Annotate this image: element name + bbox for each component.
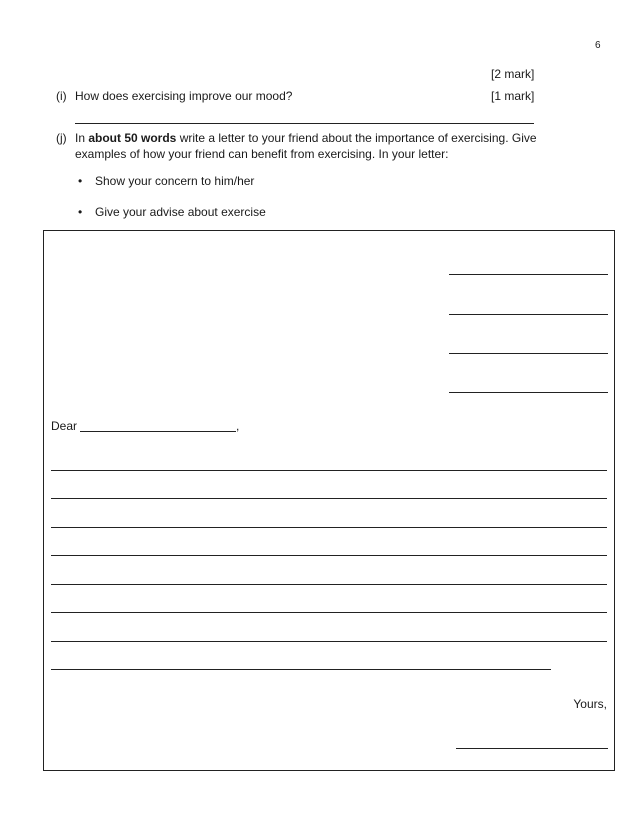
question-j-prefix: In [75,131,89,145]
letter-body-line[interactable] [51,669,551,670]
question-j-label: (j) [56,131,67,145]
bullet-icon: • [78,205,83,219]
page-number: 6 [595,40,601,51]
greeting-prefix: Dear [51,419,78,433]
mark-previous-question: [2 mark] [491,67,535,81]
letter-body-line[interactable] [51,498,607,499]
address-line[interactable] [449,314,608,315]
letter-body-line[interactable] [51,555,607,556]
letter-body-line[interactable] [51,641,607,642]
letter-closing: Yours, [573,697,607,711]
signature-line[interactable] [456,748,608,749]
bullet-item: Show your concern to him/her [95,174,255,188]
greeting-comma: , [236,419,240,433]
bullet-icon: • [78,174,83,188]
bullet-item: Give your advise about exercise [95,205,266,219]
question-i-answer-line[interactable] [75,123,534,124]
question-j-word-count: about 50 words [88,131,177,145]
question-j-line-1 [75,131,537,145]
question-j-suffix: write a letter to your friend about the importance of exercising. Give [176,131,537,145]
question-i-text: How does exercising improve our mood? [75,89,293,103]
letter-body-line[interactable] [51,584,607,585]
letter-writing-box [43,230,615,771]
address-line[interactable] [449,353,608,354]
address-line[interactable] [449,392,608,393]
letter-body-line[interactable] [51,470,607,471]
question-j-line-2: examples of how your friend can benefit from exercising. In your letter: [75,147,449,161]
letter-body-line[interactable] [51,612,607,613]
address-line[interactable] [449,274,608,275]
mark-question-i: [1 mark] [491,89,535,103]
question-i-label: (i) [56,89,67,103]
recipient-name-line[interactable] [80,431,236,432]
letter-body-line[interactable] [51,527,607,528]
